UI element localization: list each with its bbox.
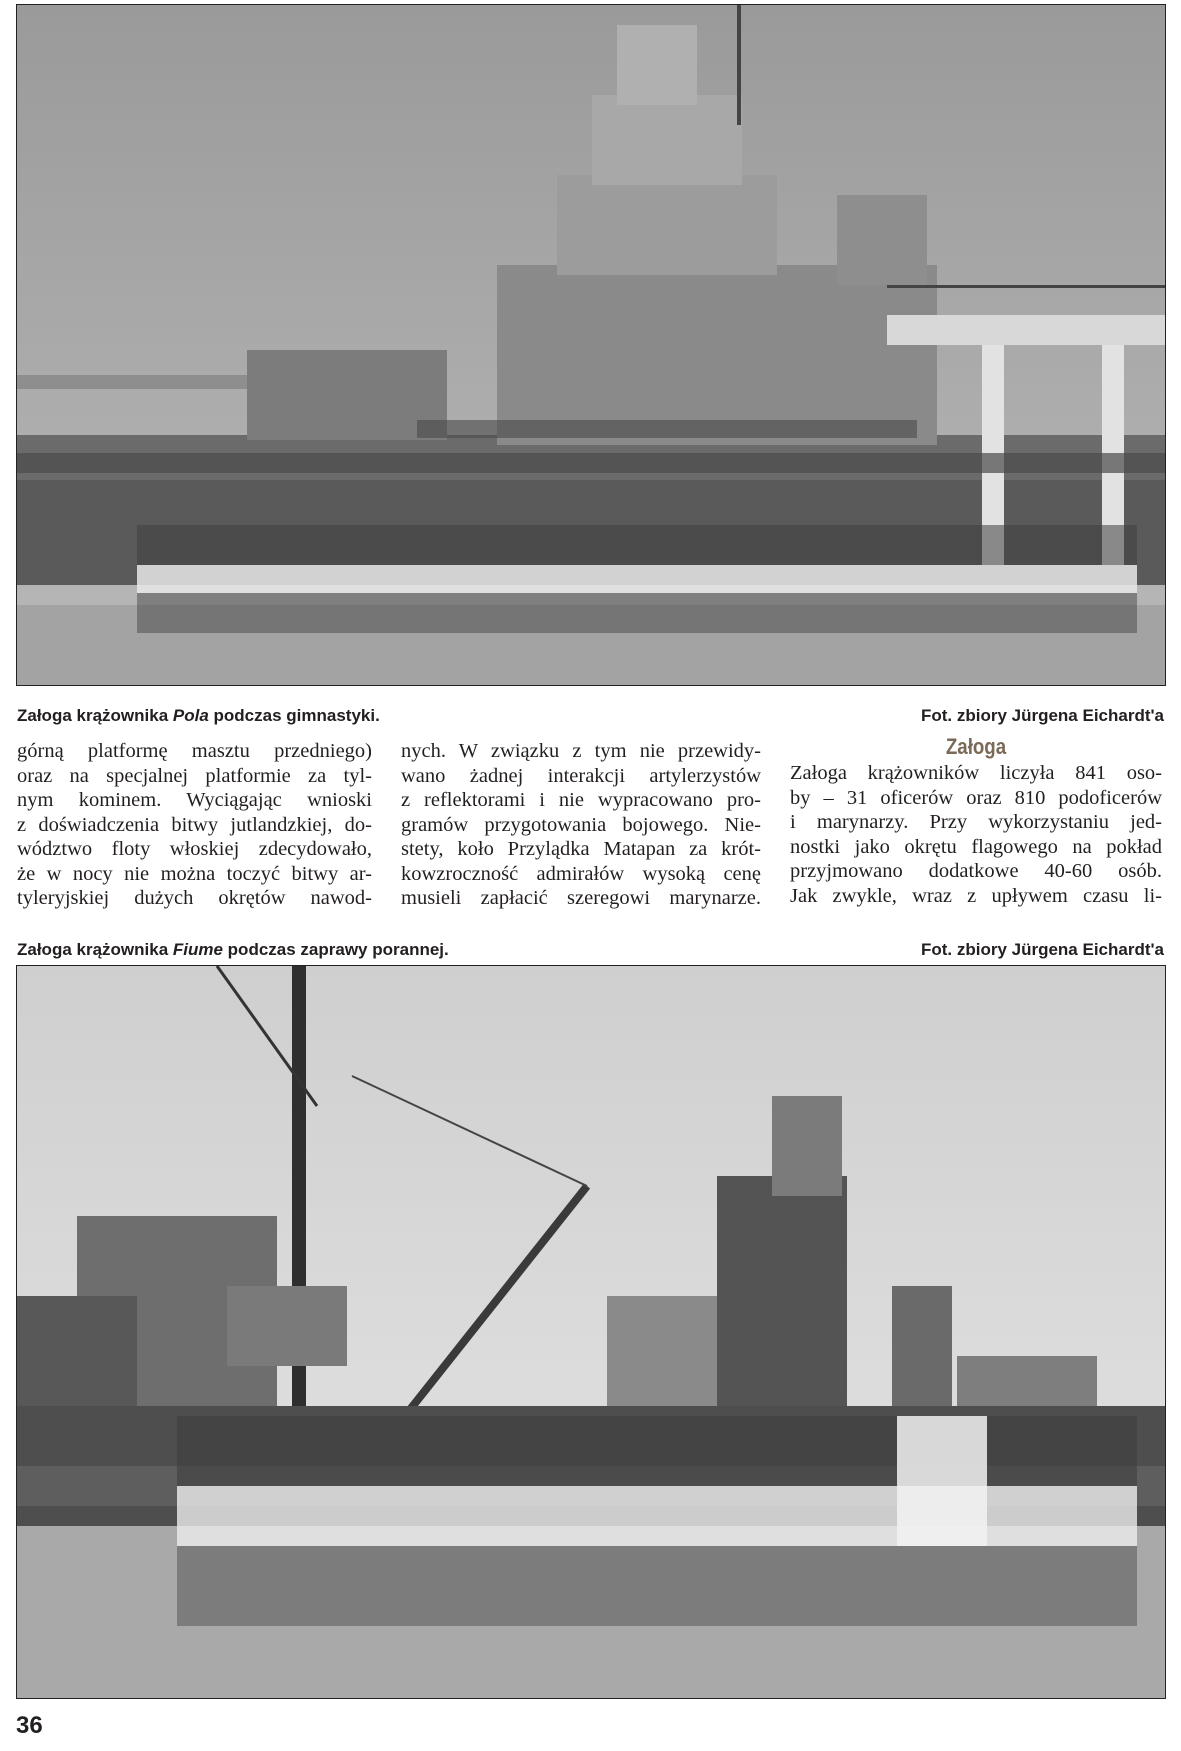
text-line: kowzroczność admirałów wysoką cenę [401,862,761,885]
section-heading: Załoga [945,734,1007,759]
caption-text: Załoga krążownika [17,706,173,725]
text-line: wództwo floty włoskiej zdecydowało, [17,838,372,860]
caption-text: Załoga krążownika [17,940,173,959]
photo-fiume-caption [17,940,449,960]
text-line: nych. W związku z tym nie przewidy- [401,740,761,762]
text-line: wano żadnej interakcji artylerzystów [401,764,761,787]
text-line: tyleryjskiej dużych okrętów nawod- [17,887,372,909]
caption-ship-name: Fiume [172,940,223,959]
caption-ship-name: Pola [172,706,209,725]
text-line: z reflektorami i nie wypracowano pro- [401,789,761,811]
photo-fiume-morning-exercise [16,965,1166,1699]
photo-pola-credit: Fot. zbiory Jürgena Eichardt'a [920,706,1164,725]
caption-text: podczas zaprawy porannej. [222,940,449,959]
text-line: górną platformę masztu przedniego) [17,740,372,762]
text-column-2 [401,739,761,911]
text-line: nym kominem. Wyciągając wnioski [17,789,372,811]
text-line: z doświadczenia bitwy jutlandzkiej, do- [17,813,372,836]
text-line: przyjmowano dodatkowe 40-60 osób. [790,860,1162,882]
photo-pola-gymnastics [16,4,1166,686]
text-line: musieli zapłacić szeregowi marynarze. [401,887,761,909]
text-column-1 [17,739,372,911]
text-line: i marynarzy. Przy wykorzystaniu jed- [790,811,1162,833]
text-line: stety, koło Przylądka Matapan za krót- [401,838,761,860]
text-line: że w nocy nie można toczyć bitwy ar- [17,862,372,885]
photo-pola-caption [17,706,380,726]
page-number: 36 [16,1712,43,1739]
photo-fiume-image [17,966,1165,1698]
text-line: gramów przygotowania bojowego. Nie- [401,813,761,836]
text-line: by – 31 oficerów oraz 810 podoficerów [790,786,1162,809]
text-line: oraz na specjalnej platformie za tyl- [17,764,372,787]
photo-pola-image [17,5,1165,685]
text-column-3 [790,734,1162,908]
text-line: nostki jako okrętu flagowego na pokład [790,835,1162,858]
caption-text: podczas gimnastyki. [208,706,380,725]
photo-fiume-credit: Fot. zbiory Jürgena Eichardt'a [920,940,1164,959]
text-line: Załoga krążowników liczyła 841 oso- [790,762,1162,784]
text-line: Jak zwykle, wraz z upływem czasu li- [790,884,1162,907]
